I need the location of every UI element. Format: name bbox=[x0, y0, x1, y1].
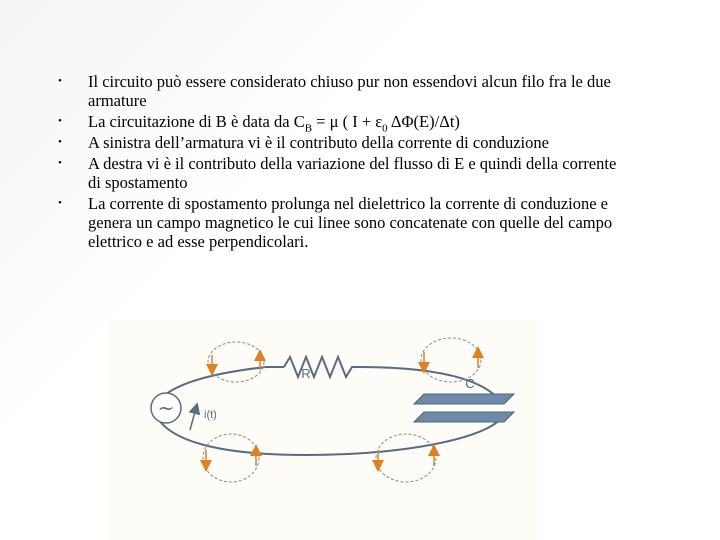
bullet-marker: • bbox=[58, 197, 62, 209]
bullet-item bbox=[58, 133, 618, 152]
bullet-text: Il circuito può essere considerato chiuso pur non essendovi alcun filo fra le due armature bbox=[88, 72, 611, 110]
capacitor-plate-bottom bbox=[414, 412, 514, 422]
bullet-list bbox=[58, 72, 618, 253]
field-line-bottom-right bbox=[376, 434, 436, 482]
capacitor-plate-top bbox=[414, 394, 514, 404]
circuit-figure bbox=[106, 320, 538, 540]
bullet-text: La corrente di spostamento prolunga nel dielettrico la corrente di conduzione e genera un campo magnetico le cui linee sono concatenate con quelle del campo elettrico e ad esse perpendicolari. bbox=[88, 194, 613, 251]
field-line-top-left bbox=[208, 342, 264, 382]
bullet-item bbox=[58, 194, 618, 251]
current-arrow bbox=[190, 408, 196, 430]
bullet-marker: • bbox=[58, 136, 62, 148]
bullet-item bbox=[58, 154, 618, 192]
capacitor-label: C bbox=[465, 376, 475, 391]
bullet-text: A destra vi è il contributo della variazione del flusso di E e quindi della corrente di spostamento bbox=[88, 154, 617, 192]
ac-source-symbol: ~ bbox=[157, 396, 175, 420]
bullet-text: A sinistra dell’armatura vi è il contributo della corrente di conduzione bbox=[88, 133, 549, 152]
formula-suffix: ΔΦ(E)/Δt) bbox=[387, 112, 460, 131]
formula-middle: = μ ( I + ε bbox=[312, 112, 383, 131]
bullet-marker: • bbox=[58, 157, 62, 169]
circuit-diagram bbox=[106, 320, 538, 540]
resistor-label: R bbox=[301, 366, 311, 381]
current-label: i(t) bbox=[204, 409, 217, 421]
bullet-marker: • bbox=[58, 75, 62, 87]
bullet-item bbox=[58, 72, 618, 110]
formula-subscript-b: B bbox=[304, 122, 313, 135]
bullet-item bbox=[58, 112, 618, 135]
field-line-bottom-left bbox=[203, 434, 259, 482]
bullet-marker: • bbox=[58, 115, 62, 127]
formula-prefix: La circuitazione di B è data da C bbox=[88, 112, 305, 131]
formula-subscript-0: 0 bbox=[382, 122, 388, 135]
resistor bbox=[284, 357, 358, 377]
bullet-text bbox=[88, 112, 460, 135]
